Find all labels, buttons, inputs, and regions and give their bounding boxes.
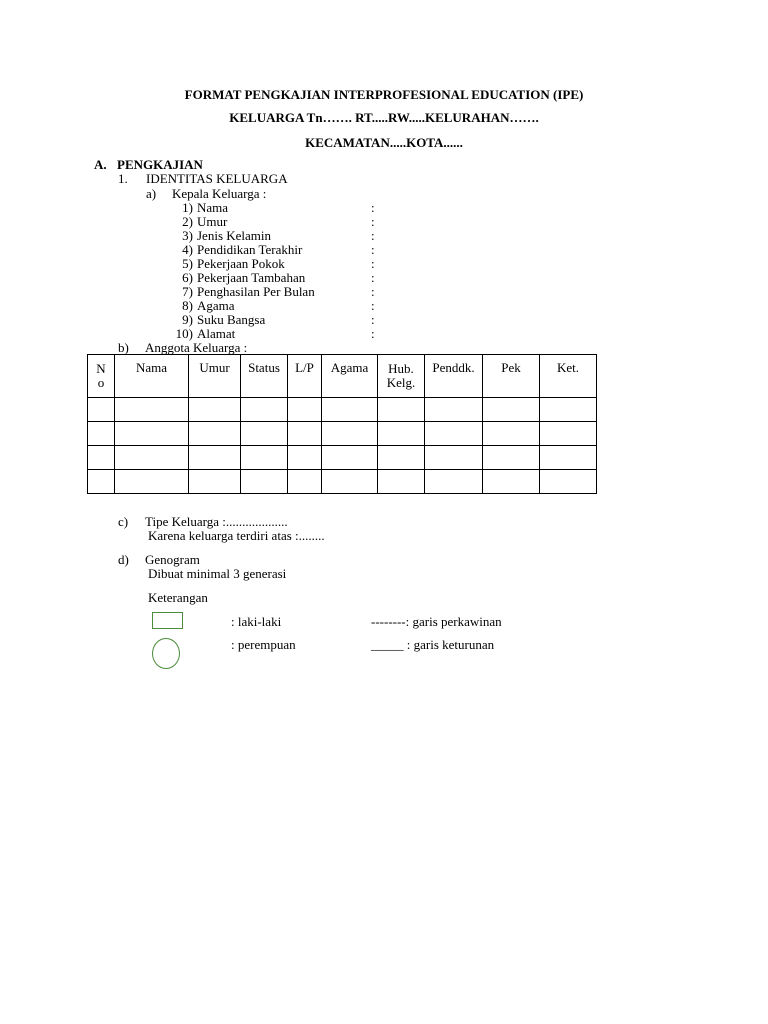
field-number: 9) [182,312,193,327]
field-number: 3) [182,228,193,243]
table-cell[interactable] [241,422,288,446]
table-cell[interactable] [378,446,425,470]
table-row [88,446,597,470]
family-header-line: KELUARGA Tn……. RT.....RW.....KELURAHAN……. [229,110,539,125]
field-label-agama: Agama [197,298,235,313]
header-penddk: Penddk. [425,355,483,398]
field-label-pekerjaan-pokok: Pekerjaan Pokok [197,256,285,271]
field-label-alamat: Alamat [197,326,236,341]
table-cell[interactable] [322,470,378,494]
table-cell[interactable] [483,398,540,422]
header-status: Status [241,355,288,398]
item-d-marker: d) [118,552,129,567]
item-c-marker: c) [118,514,129,529]
table-row [88,470,597,494]
field-number: 8) [182,298,193,313]
table-header-row [88,355,597,398]
field-colon: : [371,200,375,215]
field-colon: : [371,214,375,229]
field-colon: : [371,284,375,299]
district-header-line: KECAMATAN.....KOTA...... [305,135,463,150]
field-label-suku-bangsa: Suku Bangsa [197,312,266,327]
table-cell[interactable] [88,422,115,446]
table-cell[interactable] [322,422,378,446]
family-members-table [87,354,597,494]
table-cell[interactable] [378,422,425,446]
table-cell[interactable] [189,446,241,470]
legend-title: Keterangan [148,590,208,605]
table-cell[interactable] [540,470,597,494]
male-square-icon [152,612,183,629]
field-colon: : [371,270,375,285]
table-cell[interactable] [540,398,597,422]
header-lp: L/P [288,355,322,398]
table-cell[interactable] [378,398,425,422]
field-colon: : [371,228,375,243]
table-cell[interactable] [288,446,322,470]
table-cell[interactable] [241,446,288,470]
table-cell[interactable] [425,470,483,494]
table-cell[interactable] [115,446,189,470]
field-number: 5) [182,256,193,271]
field-colon: : [371,256,375,271]
form-title: FORMAT PENGKAJIAN INTERPROFESIONAL EDUCATION (IPE) [184,87,584,102]
table-cell[interactable] [483,422,540,446]
legend-female: : perempuan [231,637,296,652]
table-cell[interactable] [288,470,322,494]
header-hub-kelg: Hub. Kelg. [378,355,425,398]
table-cell[interactable] [88,446,115,470]
legend-marriage-line: --------: garis perkawinan [371,614,502,629]
field-number: 6) [182,270,193,285]
table-cell[interactable] [288,398,322,422]
field-label-jenis-kelamin: Jenis Kelamin [197,228,272,243]
table-cell[interactable] [540,446,597,470]
table-cell[interactable] [425,422,483,446]
field-colon: : [371,326,375,341]
genogram-title: Genogram [145,552,200,567]
legend-male: : laki-laki [231,614,282,629]
female-circle-icon [152,638,180,669]
header-agama: Agama [322,355,378,398]
table-cell[interactable] [115,398,189,422]
table-cell[interactable] [425,398,483,422]
table-cell[interactable] [88,398,115,422]
table-cell[interactable] [189,470,241,494]
item-b-marker: b) [118,340,129,355]
family-composition-line: Karena keluarga terdiri atas :........ [148,528,325,543]
field-label-penghasilan: Penghasilan Per Bulan [197,284,315,299]
subsection-1-number: 1. [118,171,128,186]
legend-descent-line: _____ : garis keturunan [371,637,495,652]
table-cell[interactable] [115,422,189,446]
table-cell[interactable] [483,470,540,494]
field-label-nama: Nama [197,200,229,215]
field-number: 2) [182,214,193,229]
item-a-marker: a) [146,186,157,201]
table-cell[interactable] [288,422,322,446]
field-label-umur: Umur [197,214,228,229]
table-cell[interactable] [88,470,115,494]
field-number: 7) [182,284,193,299]
field-colon: : [371,242,375,257]
field-number: 1) [182,200,193,215]
table-cell[interactable] [378,470,425,494]
table-cell[interactable] [189,398,241,422]
item-b-title: Anggota Keluarga : [145,340,248,355]
field-label-pekerjaan-tambahan: Pekerjaan Tambahan [197,270,306,285]
table-cell[interactable] [241,398,288,422]
table-cell[interactable] [189,422,241,446]
table-cell[interactable] [322,398,378,422]
field-number: 10) [175,326,193,341]
family-type-line: Tipe Keluarga :................... [145,514,288,529]
section-a-title: PENGKAJIAN [117,157,203,172]
header-nama: Nama [115,355,189,398]
field-label-pendidikan: Pendidikan Terakhir [197,242,303,257]
table-cell[interactable] [425,446,483,470]
field-number: 4) [182,242,193,257]
table-cell[interactable] [115,470,189,494]
header-umur: Umur [189,355,241,398]
header-no: N o [88,355,115,398]
table-cell[interactable] [322,446,378,470]
section-a-marker: A. [94,157,107,172]
header-ket: Ket. [540,355,597,398]
header-pek: Pek [483,355,540,398]
table-row [88,398,597,422]
table-row [88,422,597,446]
table-cell[interactable] [483,446,540,470]
field-colon: : [371,298,375,313]
subsection-1-title: IDENTITAS KELUARGA [146,171,288,186]
genogram-instruction: Dibuat minimal 3 generasi [148,566,287,581]
table-cell[interactable] [241,470,288,494]
field-colon: : [371,312,375,327]
table-cell[interactable] [540,422,597,446]
item-a-title: Kepala Keluarga : [172,186,267,201]
